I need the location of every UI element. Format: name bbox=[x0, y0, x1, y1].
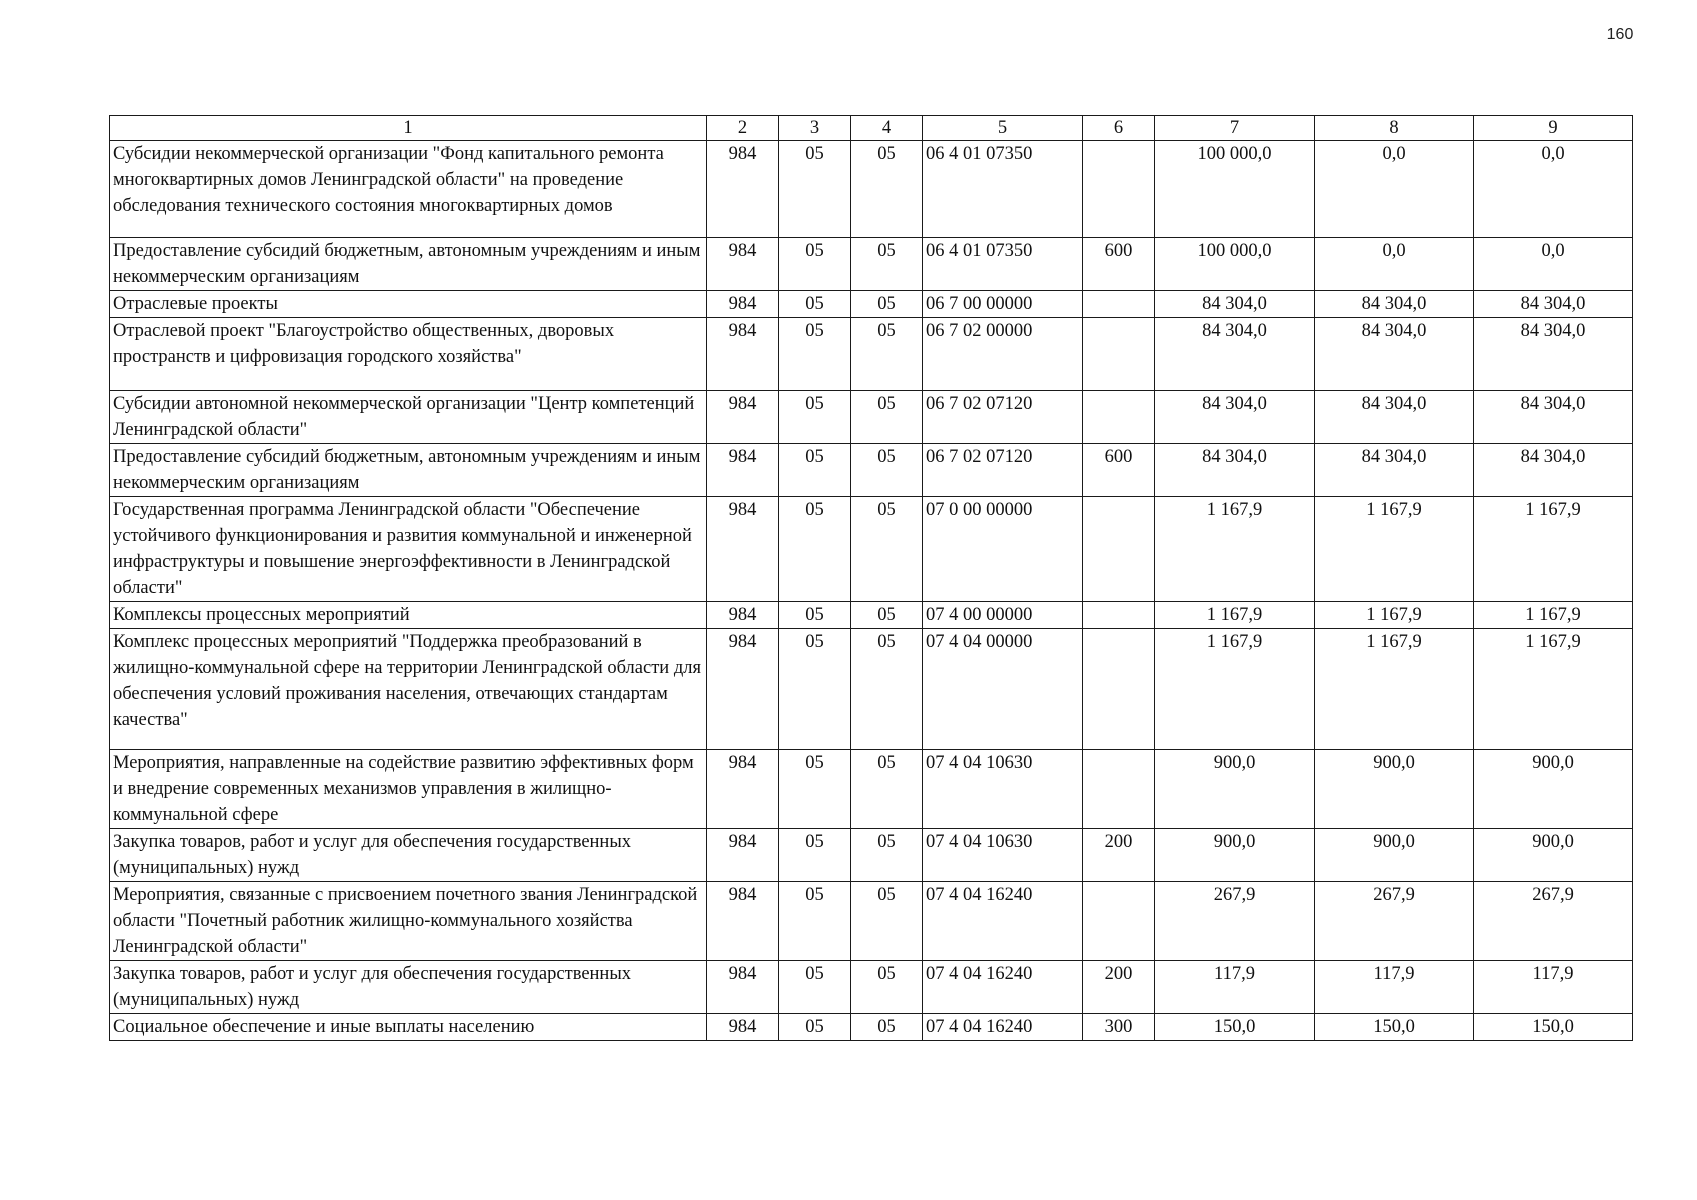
table-row bbox=[110, 750, 1633, 829]
row-amount-year3-cell: 84 304,0 bbox=[1474, 291, 1633, 318]
row-amount-year2-cell: 84 304,0 bbox=[1315, 291, 1474, 318]
row-rz-cell: 05 bbox=[779, 444, 851, 497]
row-rz-cell: 05 bbox=[779, 291, 851, 318]
row-amount-year2-cell: 900,0 bbox=[1315, 829, 1474, 882]
header-cell: 4 bbox=[851, 116, 923, 141]
row-pr-cell: 05 bbox=[851, 602, 923, 629]
row-csr-cell: 07 0 00 00000 bbox=[923, 497, 1083, 602]
row-csr-cell: 07 4 04 10630 bbox=[923, 750, 1083, 829]
row-vr-cell bbox=[1083, 497, 1155, 602]
row-amount-year2-cell: 84 304,0 bbox=[1315, 444, 1474, 497]
table-row bbox=[110, 497, 1633, 602]
row-rz-cell: 05 bbox=[779, 1014, 851, 1041]
row-gr-cell: 984 bbox=[707, 629, 779, 750]
row-pr-cell: 05 bbox=[851, 238, 923, 291]
row-vr-cell bbox=[1083, 750, 1155, 829]
row-pr-cell: 05 bbox=[851, 318, 923, 391]
row-name-cell: Предоставление субсидий бюджетным, автономным учреждениям и иным некоммерческим организациям bbox=[110, 238, 707, 291]
header-cell: 8 bbox=[1315, 116, 1474, 141]
header-cell: 7 bbox=[1155, 116, 1315, 141]
header-cell: 3 bbox=[779, 116, 851, 141]
row-amount-year2-cell: 1 167,9 bbox=[1315, 629, 1474, 750]
row-amount-year3-cell: 1 167,9 bbox=[1474, 602, 1633, 629]
row-vr-cell bbox=[1083, 629, 1155, 750]
table-row bbox=[110, 391, 1633, 444]
row-gr-cell: 984 bbox=[707, 882, 779, 961]
table-row bbox=[110, 882, 1633, 961]
row-amount-year2-cell: 1 167,9 bbox=[1315, 497, 1474, 602]
header-cell: 5 bbox=[923, 116, 1083, 141]
page-number: 160 bbox=[1606, 26, 1634, 43]
row-gr-cell: 984 bbox=[707, 961, 779, 1014]
row-amount-year1-cell: 100 000,0 bbox=[1155, 238, 1315, 291]
row-amount-year1-cell: 84 304,0 bbox=[1155, 391, 1315, 444]
row-amount-year1-cell: 900,0 bbox=[1155, 750, 1315, 829]
row-rz-cell: 05 bbox=[779, 141, 851, 238]
row-vr-cell: 300 bbox=[1083, 1014, 1155, 1041]
row-amount-year3-cell: 267,9 bbox=[1474, 882, 1633, 961]
header-cell: 2 bbox=[707, 116, 779, 141]
row-pr-cell: 05 bbox=[851, 444, 923, 497]
row-name-cell: Комплекс процессных мероприятий "Поддержка преобразований в жилищно-коммунальной сфере на территории Ленинградской области для обеспечения условий проживания населения, отвечающих стандартам качества" bbox=[110, 629, 707, 750]
row-csr-cell: 06 4 01 07350 bbox=[923, 238, 1083, 291]
row-rz-cell: 05 bbox=[779, 882, 851, 961]
row-vr-cell bbox=[1083, 882, 1155, 961]
row-pr-cell: 05 bbox=[851, 497, 923, 602]
row-rz-cell: 05 bbox=[779, 497, 851, 602]
header-cell: 1 bbox=[110, 116, 707, 141]
row-vr-cell: 600 bbox=[1083, 238, 1155, 291]
row-rz-cell: 05 bbox=[779, 602, 851, 629]
row-name-cell: Мероприятия, связанные с присвоением почетного звания Ленинградской области "Почетный работник жилищно-коммунального хозяйства Ленинградской области" bbox=[110, 882, 707, 961]
row-amount-year2-cell: 150,0 bbox=[1315, 1014, 1474, 1041]
row-csr-cell: 06 7 02 07120 bbox=[923, 444, 1083, 497]
row-csr-cell: 07 4 04 00000 bbox=[923, 629, 1083, 750]
row-rz-cell: 05 bbox=[779, 750, 851, 829]
row-amount-year3-cell: 900,0 bbox=[1474, 750, 1633, 829]
row-gr-cell: 984 bbox=[707, 602, 779, 629]
row-amount-year2-cell: 0,0 bbox=[1315, 141, 1474, 238]
row-name-cell: Закупка товаров, работ и услуг для обеспечения государственных (муниципальных) нужд bbox=[110, 829, 707, 882]
row-amount-year3-cell: 0,0 bbox=[1474, 141, 1633, 238]
table-row bbox=[110, 961, 1633, 1014]
header-row bbox=[110, 116, 1633, 141]
table-row bbox=[110, 318, 1633, 391]
row-name-cell: Предоставление субсидий бюджетным, автономным учреждениям и иным некоммерческим организациям bbox=[110, 444, 707, 497]
row-csr-cell: 06 7 02 00000 bbox=[923, 318, 1083, 391]
table-row bbox=[110, 602, 1633, 629]
table-row bbox=[110, 1014, 1633, 1041]
row-name-cell: Государственная программа Ленинградской области "Обеспечение устойчивого функционирования и развития коммунальной и инженерной инфраструктуры и повышение энергоэффективности в Ленинградской области" bbox=[110, 497, 707, 602]
row-csr-cell: 07 4 04 16240 bbox=[923, 882, 1083, 961]
row-amount-year1-cell: 100 000,0 bbox=[1155, 141, 1315, 238]
row-amount-year1-cell: 1 167,9 bbox=[1155, 629, 1315, 750]
row-name-cell: Закупка товаров, работ и услуг для обеспечения государственных (муниципальных) нужд bbox=[110, 961, 707, 1014]
row-pr-cell: 05 bbox=[851, 1014, 923, 1041]
row-amount-year3-cell: 84 304,0 bbox=[1474, 318, 1633, 391]
row-amount-year2-cell: 84 304,0 bbox=[1315, 391, 1474, 444]
row-gr-cell: 984 bbox=[707, 141, 779, 238]
row-amount-year1-cell: 1 167,9 bbox=[1155, 602, 1315, 629]
row-amount-year1-cell: 84 304,0 bbox=[1155, 444, 1315, 497]
row-amount-year1-cell: 117,9 bbox=[1155, 961, 1315, 1014]
row-name-cell: Субсидии некоммерческой организации "Фонд капитального ремонта многоквартирных домов Ленинградской области" на проведение обследования технического состояния многоквартирных домов bbox=[110, 141, 707, 238]
row-gr-cell: 984 bbox=[707, 444, 779, 497]
row-amount-year2-cell: 117,9 bbox=[1315, 961, 1474, 1014]
header-cell: 9 bbox=[1474, 116, 1633, 141]
row-amount-year1-cell: 1 167,9 bbox=[1155, 497, 1315, 602]
row-pr-cell: 05 bbox=[851, 391, 923, 444]
row-amount-year3-cell: 1 167,9 bbox=[1474, 497, 1633, 602]
row-amount-year1-cell: 900,0 bbox=[1155, 829, 1315, 882]
table-row bbox=[110, 444, 1633, 497]
table-body bbox=[110, 141, 1633, 1041]
row-vr-cell: 600 bbox=[1083, 444, 1155, 497]
row-name-cell: Мероприятия, направленные на содействие развитию эффективных форм и внедрение современных механизмов управления в жилищно-коммунальной сфере bbox=[110, 750, 707, 829]
row-name-cell: Отраслевые проекты bbox=[110, 291, 707, 318]
table-row bbox=[110, 141, 1633, 238]
row-rz-cell: 05 bbox=[779, 391, 851, 444]
row-amount-year3-cell: 900,0 bbox=[1474, 829, 1633, 882]
row-csr-cell: 06 4 01 07350 bbox=[923, 141, 1083, 238]
table-row bbox=[110, 629, 1633, 750]
row-vr-cell bbox=[1083, 291, 1155, 318]
row-amount-year3-cell: 1 167,9 bbox=[1474, 629, 1633, 750]
header-cell: 6 bbox=[1083, 116, 1155, 141]
row-amount-year3-cell: 150,0 bbox=[1474, 1014, 1633, 1041]
row-pr-cell: 05 bbox=[851, 141, 923, 238]
row-gr-cell: 984 bbox=[707, 291, 779, 318]
row-rz-cell: 05 bbox=[779, 829, 851, 882]
table-row bbox=[110, 291, 1633, 318]
row-gr-cell: 984 bbox=[707, 238, 779, 291]
row-amount-year3-cell: 84 304,0 bbox=[1474, 444, 1633, 497]
row-pr-cell: 05 bbox=[851, 750, 923, 829]
row-amount-year2-cell: 0,0 bbox=[1315, 238, 1474, 291]
row-csr-cell: 07 4 04 16240 bbox=[923, 1014, 1083, 1041]
table-row bbox=[110, 238, 1633, 291]
row-vr-cell bbox=[1083, 602, 1155, 629]
row-gr-cell: 984 bbox=[707, 750, 779, 829]
row-amount-year3-cell: 0,0 bbox=[1474, 238, 1633, 291]
row-vr-cell bbox=[1083, 141, 1155, 238]
row-pr-cell: 05 bbox=[851, 882, 923, 961]
row-pr-cell: 05 bbox=[851, 829, 923, 882]
row-amount-year1-cell: 84 304,0 bbox=[1155, 291, 1315, 318]
row-name-cell: Субсидии автономной некоммерческой организации "Центр компетенций Ленинградской области" bbox=[110, 391, 707, 444]
row-rz-cell: 05 bbox=[779, 318, 851, 391]
row-name-cell: Социальное обеспечение и иные выплаты населению bbox=[110, 1014, 707, 1041]
row-pr-cell: 05 bbox=[851, 961, 923, 1014]
row-rz-cell: 05 bbox=[779, 961, 851, 1014]
row-csr-cell: 07 4 00 00000 bbox=[923, 602, 1083, 629]
budget-table bbox=[109, 115, 1633, 1041]
row-vr-cell bbox=[1083, 318, 1155, 391]
row-name-cell: Отраслевой проект "Благоустройство общественных, дворовых пространств и цифровизация городского хозяйства" bbox=[110, 318, 707, 391]
row-amount-year2-cell: 84 304,0 bbox=[1315, 318, 1474, 391]
row-gr-cell: 984 bbox=[707, 318, 779, 391]
row-amount-year1-cell: 84 304,0 bbox=[1155, 318, 1315, 391]
row-name-cell: Комплексы процессных мероприятий bbox=[110, 602, 707, 629]
row-amount-year2-cell: 900,0 bbox=[1315, 750, 1474, 829]
row-pr-cell: 05 bbox=[851, 629, 923, 750]
row-rz-cell: 05 bbox=[779, 238, 851, 291]
row-amount-year1-cell: 267,9 bbox=[1155, 882, 1315, 961]
row-vr-cell bbox=[1083, 391, 1155, 444]
row-amount-year3-cell: 117,9 bbox=[1474, 961, 1633, 1014]
row-csr-cell: 07 4 04 16240 bbox=[923, 961, 1083, 1014]
row-gr-cell: 984 bbox=[707, 391, 779, 444]
row-pr-cell: 05 bbox=[851, 291, 923, 318]
row-csr-cell: 06 7 00 00000 bbox=[923, 291, 1083, 318]
row-amount-year1-cell: 150,0 bbox=[1155, 1014, 1315, 1041]
row-gr-cell: 984 bbox=[707, 1014, 779, 1041]
row-amount-year2-cell: 267,9 bbox=[1315, 882, 1474, 961]
row-vr-cell: 200 bbox=[1083, 961, 1155, 1014]
row-gr-cell: 984 bbox=[707, 497, 779, 602]
row-amount-year2-cell: 1 167,9 bbox=[1315, 602, 1474, 629]
row-rz-cell: 05 bbox=[779, 629, 851, 750]
row-gr-cell: 984 bbox=[707, 829, 779, 882]
row-vr-cell: 200 bbox=[1083, 829, 1155, 882]
row-amount-year3-cell: 84 304,0 bbox=[1474, 391, 1633, 444]
row-csr-cell: 06 7 02 07120 bbox=[923, 391, 1083, 444]
row-csr-cell: 07 4 04 10630 bbox=[923, 829, 1083, 882]
table-row bbox=[110, 829, 1633, 882]
